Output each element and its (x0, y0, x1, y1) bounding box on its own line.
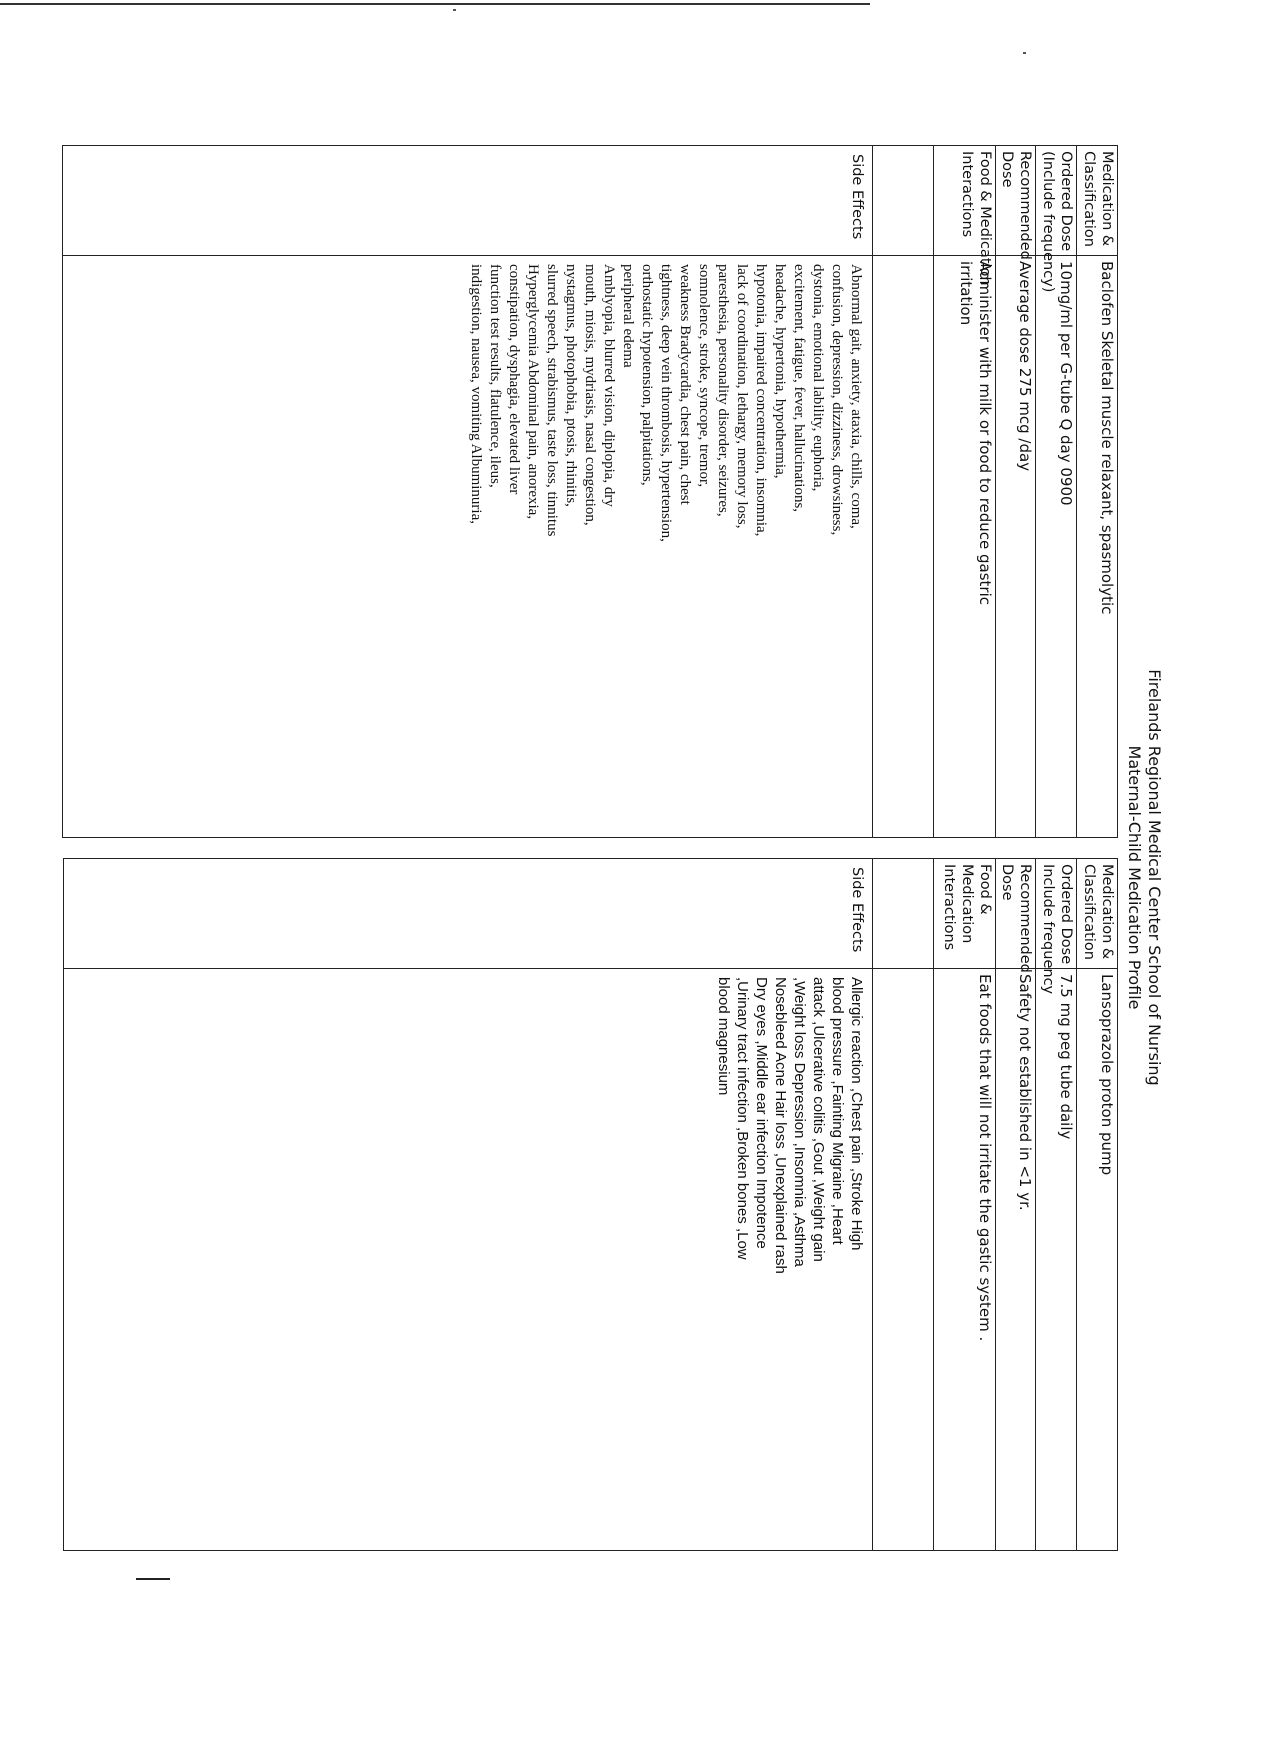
lansoprazole-side-effects: Allergic reaction ,Chest pain ,Stroke High blood pressure ,Fainting Migraine ,Heart attack ,Ulcerative colitis ,Gout ,Weight gain ,Weight loss Depression ,Insomnia ,Asthma Nosebleed Acne Hair loss ,Unexplained rash Dry eyes ,Middle ear infection Impotence ,Urinary tract infection ,Broken bones ,Low blood magnesium (64, 969, 873, 1551)
baclofen-medication: Baclofen Skeletal muscle relaxant, spasmolytic (1077, 256, 1118, 838)
row-blank (873, 146, 934, 838)
lansoprazole-recommended-dose: Safety not established in <1 yr. (996, 969, 1036, 1551)
row-ordered-dose (1036, 146, 1077, 838)
baclofen-recommended-dose: Average dose 275 mcg /day (996, 256, 1036, 838)
label-medication: Medication & Classification (1077, 859, 1118, 969)
baclofen-blank (873, 256, 934, 838)
baclofen-food-interactions: Administer with milk or food to reduce gastric irritation (934, 256, 996, 838)
row-ordered-dose (1036, 859, 1077, 1551)
lansoprazole-food-interactions: Eat foods that will not irritate the gastic system . (934, 969, 996, 1551)
profile-title: Maternal-Child Medication Profile (1125, 745, 1144, 1010)
medication-table-baclofen (62, 145, 1118, 838)
row-side-effects (63, 146, 873, 838)
label-ordered-dose: Ordered Dose (Include frequency) (1036, 146, 1077, 256)
row-recommended-dose (996, 859, 1036, 1551)
label-blank (873, 146, 934, 256)
label-ordered-dose: Ordered Dose Include frequency (1036, 859, 1077, 969)
label-side-effects: Side Effects (63, 146, 873, 256)
table-edge-tick (136, 1578, 170, 1580)
row-medication (1077, 859, 1118, 1551)
label-recommended-dose: Recommended Dose (996, 146, 1036, 256)
medication-table-lansoprazole (63, 858, 1118, 1551)
label-medication: Medication & Classification (1077, 146, 1118, 256)
row-recommended-dose (996, 146, 1036, 838)
row-blank (873, 859, 934, 1551)
school-title: Firelands Regional Medical Center School of Nursing (1145, 669, 1164, 1086)
row-food-interactions (934, 859, 996, 1551)
label-recommended-dose: Recommended Dose (996, 859, 1036, 969)
lansoprazole-medication: Lansoprazole proton pump (1077, 969, 1118, 1551)
lansoprazole-blank (873, 969, 934, 1551)
row-food-interactions (934, 146, 996, 838)
row-side-effects (64, 859, 873, 1551)
label-side-effects: Side Effects (64, 859, 873, 969)
baclofen-ordered-dose: 10mg/ml per G-tube Q day 0900 (1036, 256, 1077, 838)
baclofen-side-effects: Abnormal gait, anxiety, ataxia, chills, coma, confusion, depression, dizziness, drowsiness, dystonia, emotional lability, euphoria, excitement, fatigue, fever, hallucinations, headache, hypertonia, hypothermia, hypotonia, impaired concentration, insomnia, lack of coordination, lethargy, memory loss, paresthesia, personality disorder, seizures, somnolence, stroke, syncope, tremor, weakness Bradycardia, chest pain, chest tightness, deep vein thrombosis, hypertension, orthostatic hypotension, palpitations, peripheral edema Amblyopia, blurred vision, diplopia, dry mouth, miosis, mydriasis, nasal congestion, nystagmus, photophobia, ptosis, rhinitis, slurred speech, strabismus, taste loss, tinnitus Hyperglycemia Abdominal pain, anorexia, constipation, dysphagia, elevated liver function test results, flatulence, ileus, indigestion, nausea, vomiting Albuminuria, (63, 256, 873, 838)
row-medication (1077, 146, 1118, 838)
label-food-interactions: Food & Medication Interactions (934, 146, 996, 256)
lansoprazole-ordered-dose: 7.5 mg peg tube daily (1036, 969, 1077, 1551)
label-blank (873, 859, 934, 969)
label-food-interactions: Food & Medication Interactions (934, 859, 996, 969)
